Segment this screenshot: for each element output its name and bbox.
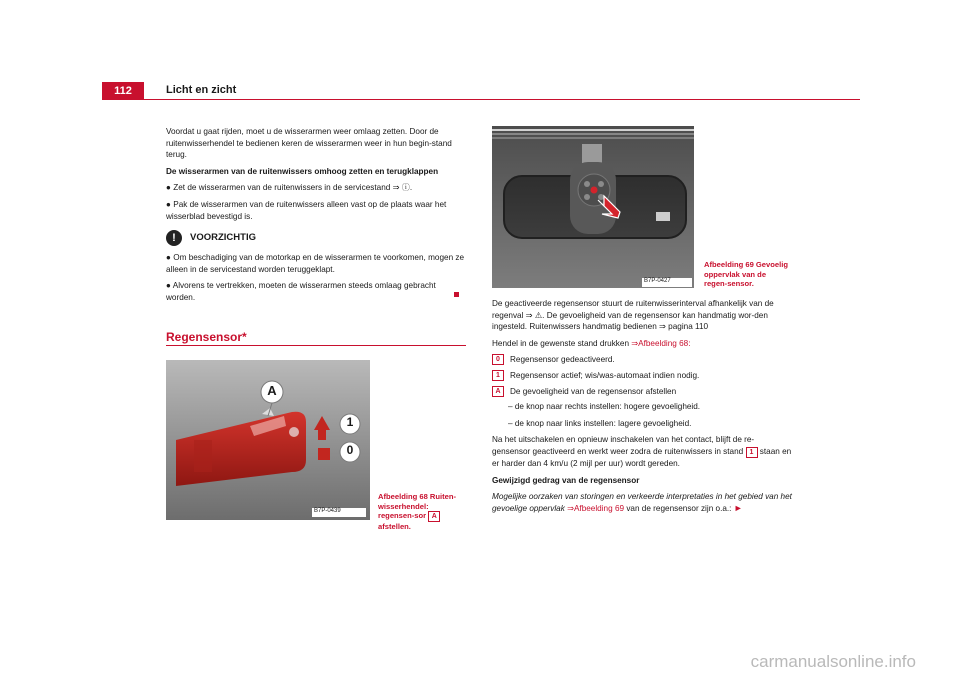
intro-paragraph: Voordat u gaat rijden, moet u de wisserarmen weer omlaag zetten. Door de ruitenwisserhendel te bedienen keren de wisserarmen weer in hun begin-stand terug. <box>166 127 452 160</box>
subheading-changed-behaviour: Gewijzigd gedrag van de regensensor <box>492 475 640 485</box>
section-rule <box>166 345 466 346</box>
figure-69-caption: Afbeelding 69 Gevoelig oppervlak van de regen-sensor. <box>704 260 788 288</box>
warning-header <box>166 230 466 246</box>
rain-sensor-illustration <box>492 126 694 288</box>
chapter-title: Licht en zicht <box>166 84 237 96</box>
figure-code: B7P-0427 <box>644 278 671 284</box>
badge-1: 1 <box>492 370 504 381</box>
watermark: carmanualsonline.info <box>750 652 916 671</box>
reactivation-paragraph: Na het uitschakelen en opnieuw inschakelen van het contact, blijft de re-gensensor geactiveerd en werkt weer zodra de ruitenwissers in stand 1 staan en er harder dan 4 km/u (2 mijl per uur) wordt gereden. <box>492 435 792 468</box>
figure-68-link[interactable]: ⇒Afbeelding 68: <box>631 338 691 348</box>
right-column <box>492 298 792 519</box>
badge-1-inline: 1 <box>746 447 758 458</box>
badge-0: 0 <box>492 354 504 365</box>
figure-label-0: 0 <box>346 443 354 457</box>
sub-item-right: – de knop naar rechts instellen: hogere gevoeligheid. <box>508 402 701 412</box>
warning-bullet-2: ● Alvorens te vertrekken, moeten de wisserarmen steeds omlaag gebracht worden. <box>166 281 436 302</box>
press-lever-paragraph: Hendel in de gewenste stand drukken ⇒Afbeelding 68: <box>492 338 691 348</box>
bullet-1: ● Zet de wisserarmen van de ruitenwissers in de servicestand ⇒ ⓘ. <box>166 183 413 193</box>
sensor-paragraph: De geactiveerde regensensor stuurt de ruitenwisserinterval afhankelijk van de regenval ⇒ ⚠. De gevoeligheid van de regensensor kan handmatig wor-den ingesteld. Ruitenwissers handmatig bedienen ⇒ pagina 110 <box>492 299 774 332</box>
section-end-mark <box>454 292 459 297</box>
figure-68-wiper-lever <box>166 360 370 520</box>
list-item: 1 Regensensor actief; wis/was-automaat indien nodig. <box>492 370 792 382</box>
badge-a: A <box>492 386 504 397</box>
figure-68-caption: Afbeelding 68 Ruiten-wisserhendel: regensen-sor A afstellen. <box>378 492 457 531</box>
figure-69-link[interactable]: ⇒Afbeelding 69 <box>567 503 625 513</box>
caption-badge-a: A <box>428 511 440 522</box>
list-item: A De gevoeligheid van de regensensor afstellen <box>492 386 792 398</box>
sub-item-left: – de knop naar links instellen: lagere gevoeligheid. <box>508 418 692 428</box>
warning-bullet-1: ● Om beschadiging van de motorkap en de wisserarmen te voorkomen, mogen ze alleen in de servicestand worden teruggeklapt. <box>166 253 465 274</box>
figure-code: B7P-0439 <box>314 508 341 514</box>
figure-label-a: A <box>267 383 277 398</box>
section-title: Regensensor* <box>166 330 247 344</box>
subheading-wiper-arms: De wisserarmen van de ruitenwissers omhoog zetten en terugklappen <box>166 166 439 176</box>
left-column <box>166 126 466 309</box>
next-page-arrow-icon: ► <box>733 502 743 513</box>
causes-paragraph: Mogelijke oorzaken van storingen en verkeerde interpretaties in het gebied van het gevoelige oppervlak ⇒Afbeelding 69 van de regensensor zijn o.a.: ► <box>492 492 792 513</box>
figure-69-rain-sensor <box>492 126 694 288</box>
page-number: 112 <box>102 82 144 100</box>
header-rule <box>144 99 860 100</box>
bullet-2: ● Pak de wisserarmen van de ruitenwissers alleen vast op de plaats waar het wisserblad bevestigd is. <box>166 199 447 221</box>
warning-title: VOORZICHTIG <box>190 232 256 244</box>
list-item: 0 Regensensor gedeactiveerd. <box>492 354 792 366</box>
warning-icon: ! <box>166 230 182 246</box>
figure-label-1: 1 <box>346 415 354 429</box>
